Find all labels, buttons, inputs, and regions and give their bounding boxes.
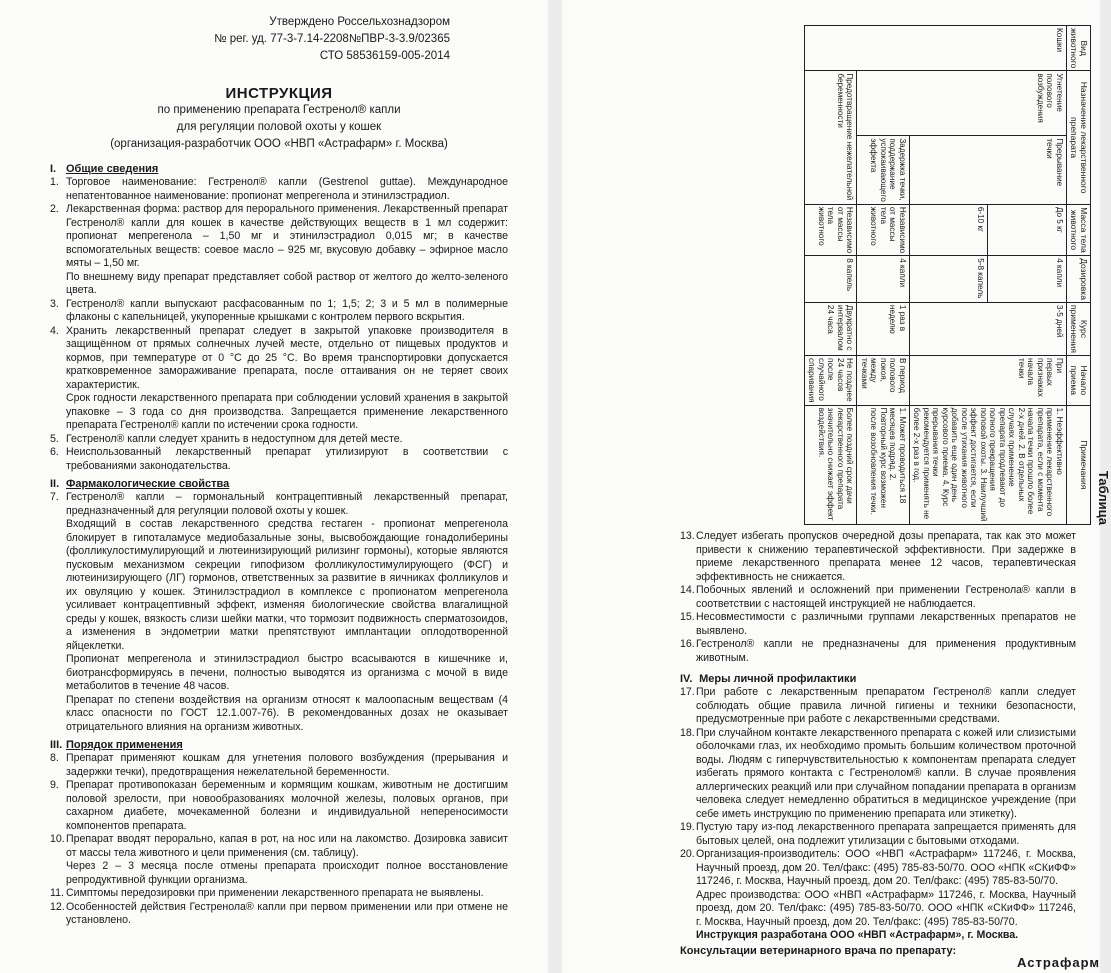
item-number: 20. bbox=[680, 848, 695, 860]
list-item bbox=[680, 889, 1076, 930]
subtitle-line: по применению препарата Гестренол® капли bbox=[157, 104, 401, 116]
item-number: 5. bbox=[50, 432, 59, 445]
item-text: Препарат вводят перорально, капая в рот, на нос или на лакомство. Дозировка зависит от массы тела животного и цели применения (см. таблицу). bbox=[66, 833, 508, 859]
section-heading bbox=[50, 478, 508, 490]
table-cell: При первых признаках начала течки bbox=[910, 356, 1067, 406]
list-item bbox=[680, 848, 1076, 889]
right-page bbox=[562, 0, 1111, 973]
list-item bbox=[50, 518, 508, 653]
item-text: По внешнему виду препарат представляет собой раствор от желтого до желто-зеленого цвета. bbox=[66, 270, 508, 296]
section-heading bbox=[680, 673, 1076, 685]
document-subtitle bbox=[50, 102, 508, 153]
standard-number: СТО 58536159-005-2014 bbox=[319, 50, 450, 62]
item-number: 2. bbox=[50, 203, 59, 215]
table-title: Таблица bbox=[1096, 470, 1111, 525]
right-items bbox=[680, 530, 1076, 665]
item-text: Симптомы передозировки при применении лекарственного препарата не выявлены. bbox=[66, 887, 484, 899]
list-item bbox=[50, 653, 508, 694]
right-text bbox=[562, 530, 1100, 957]
list-item bbox=[50, 752, 508, 779]
table-header-cell: Вид животного bbox=[1067, 26, 1091, 71]
list-item bbox=[680, 638, 1076, 665]
table-header-cell: Дозировка bbox=[1067, 256, 1091, 303]
list-item bbox=[50, 901, 508, 928]
registration-number: № рег. уд. 77-3-7.14-2208№ПВР-3-3.9/02365 bbox=[214, 33, 450, 45]
approval-line: Утверждено Россельхознадзором bbox=[269, 16, 450, 28]
list-item bbox=[50, 491, 508, 518]
item-text: Препарат применяют кошкам для угнетения полового возбуждения (прерывания и задержки течки), предотвращения нежелательной беременности. bbox=[66, 752, 508, 778]
table-header-cell: Примечания bbox=[1067, 405, 1091, 524]
item-text: Адрес производства: ООО «НВП «Астрафарм» 117246, г. Москва, Научный проезд, дом 20. Тел/факс: (495) 785-83-50/70. ООО «НПК «СКиФФ» 117246, г. Москва, Научный проезд, дом 20. Тел/факс: (495) 785-83-50/70. bbox=[696, 888, 1076, 928]
list-item bbox=[50, 392, 508, 433]
table-cell: В период полового покоя, между течками bbox=[857, 356, 910, 406]
table-cell: Задержка течки, поддержание успокаивающего эффекта bbox=[857, 136, 910, 204]
section-heading bbox=[50, 739, 508, 751]
table-cell: Более поздний срок дачи лекарственного препарата значительно снижает эффект воздействия. bbox=[805, 405, 858, 524]
item-number: 18. bbox=[680, 726, 695, 739]
table-header-cell: Масса тела животного bbox=[1067, 204, 1091, 255]
table-cell: Прерывание течки bbox=[910, 136, 1067, 204]
table-row bbox=[805, 26, 858, 525]
list-item bbox=[680, 611, 1076, 638]
section-title: Фармакологические свойства bbox=[66, 478, 230, 490]
section-heading bbox=[50, 163, 508, 175]
item-text: Неиспользованный лекарственный препарат утилизируют в соответствии с требованиями законодательства. bbox=[66, 446, 508, 472]
item-number: 6. bbox=[50, 446, 59, 458]
list-item bbox=[50, 779, 508, 833]
item-text: Хранить лекарственный препарат следует в закрытой упаковке производителя в защищённом от прямых солнечных лучей месте, отдельно от пищевых продуктов и кормов, при температуре от 0 °С до 25 °С. Во время транспортировки допускается кратковременное замораживание препарата, после оттаивания он не теряет своих характеристик. bbox=[66, 324, 508, 391]
list-item bbox=[50, 446, 508, 473]
dosage-table-area bbox=[562, 0, 1111, 530]
item-text: Побочных явлений и осложнений при применении Гестренола® капли в соответствии с настоящей инструкцией не наблюдается. bbox=[696, 584, 1076, 610]
item-number: 17. bbox=[680, 686, 695, 698]
list-item bbox=[50, 325, 508, 393]
item-text: Гестренол® капли следует хранить в недоступном для детей месте. bbox=[66, 432, 403, 445]
item-text: Через 2 – 3 месяца после отмены препарата происходит полное восстановление репродуктивной функции организма. bbox=[66, 860, 508, 886]
item-number: 19. bbox=[680, 821, 695, 833]
table-cell: Кошки bbox=[805, 26, 1067, 71]
table-header-cell: Назначение лекарственного препарата bbox=[1067, 71, 1091, 204]
section-items bbox=[680, 686, 1076, 929]
item-text: Гестренол® капли – гормональный контрацептивный лекарственный препарат, предназначенный для регуляции половой охоты у кошек. bbox=[66, 491, 508, 517]
table-cell: 6-10 кг bbox=[910, 204, 989, 255]
table-header-cell: Курс применения bbox=[1067, 302, 1091, 355]
item-text: Гестренол® капли не предназначены для применения продуктивным животным. bbox=[696, 638, 1076, 664]
approval-header bbox=[50, 14, 508, 65]
item-text: Торговое наименование: Гестренол® капли (Gestrenol guttae). Международное непатентованное наименование: пропионат мепрегенола и этинилэстрадиол. bbox=[66, 176, 508, 202]
developer-line: Инструкция разработана ООО «НВП «Астрафарм», г. Москва. bbox=[696, 929, 1019, 941]
list-item bbox=[50, 271, 508, 298]
table-row bbox=[988, 26, 1067, 525]
list-item bbox=[50, 694, 508, 735]
item-number: 12. bbox=[50, 900, 65, 913]
item-text: Несовместимости с различными группами лекарственных препаратов не выявлено. bbox=[696, 611, 1076, 637]
item-number: 1. bbox=[50, 176, 59, 188]
list-item bbox=[50, 887, 508, 901]
table-cell: 3-5 дней bbox=[910, 302, 1067, 355]
table-cell: 4 капли bbox=[988, 256, 1067, 303]
table-header-row bbox=[1067, 26, 1091, 525]
table-cell: Предотвращение нежелательной беременности bbox=[805, 71, 858, 204]
item-text: Пустую тару из-под лекарственного препарата запрещается применять для бытовых целей, она подлежит утилизации с бытовыми отходами. bbox=[696, 821, 1076, 847]
dosage-table bbox=[804, 25, 1091, 525]
list-item bbox=[50, 833, 508, 860]
section-title: Меры личной профилактики bbox=[699, 673, 857, 685]
item-number: 8. bbox=[50, 752, 59, 764]
item-text: Особенностей действия Гестренола® капли при первом применении или при отмене не установлено. bbox=[66, 900, 508, 926]
item-number: 14. bbox=[680, 584, 695, 596]
item-number: 4. bbox=[50, 324, 59, 337]
brand-logo: Астрафарм bbox=[1017, 955, 1100, 970]
item-text: При случайном контакте лекарственного препарата с кожей или слизистыми оболочками глаз, их необходимо промыть большим количеством проточной воды. Людям с гиперчувствительностью к компонентам препарата следует избегать прямого контакта с Гестренолом® капли. В случае проявления аллергических реакций или при случайном попадании препарата в организм человека следует немедленно обратиться в медицинское учреждение (при себе иметь инструкцию по применению препарата или этикетку). bbox=[696, 726, 1077, 820]
item-text: Лекарственная форма: раствор для перорального применения. Лекарственный препарат Гестренол® капли для кошек в качестве действующих веществ в 1 мл содержит: пропионат мепрегенола – 1,50 мг и этинилэстрадиол 0,015 мг; в качестве вспомогательных веществ: соевое масло – 925 мг, вкусовую добавку – эфирное масло мяты – 1,50 мг. bbox=[66, 203, 508, 269]
table-cell: Двукратно с интервалом 24 часа bbox=[805, 302, 858, 355]
document-title: ИНСТРУКЦИЯ bbox=[225, 85, 333, 102]
subtitle-line: для регуляции половой охоты у кошек bbox=[176, 121, 382, 133]
list-item bbox=[50, 860, 508, 887]
table-cell: 8 капель bbox=[805, 256, 858, 303]
list-item bbox=[680, 727, 1076, 822]
list-item bbox=[680, 686, 1076, 727]
section-number: I. bbox=[50, 163, 57, 175]
list-item bbox=[680, 530, 1076, 584]
item-number: 11. bbox=[50, 887, 64, 899]
item-number: 10. bbox=[50, 833, 65, 845]
item-number: 9. bbox=[50, 779, 59, 791]
subtitle-line: (организация-разработчик ООО «НВП «Астрафарм» г. Москва) bbox=[110, 138, 448, 150]
table-header-cell: Начало приема bbox=[1067, 356, 1091, 406]
item-number: 15. bbox=[680, 611, 695, 623]
item-text: Препарат противопоказан беременным и кормящим кошкам, животным не достигшим половой зрелости, при новообразованиях молочной железы, половых органов, при сахарном диабете, мочекаменной болезни и индивидуальной непереносимости компонентов препарата. bbox=[66, 779, 508, 832]
section-title: Порядок применения bbox=[66, 739, 183, 751]
consultation-line: Консультации ветеринарного врача по препарату: bbox=[680, 945, 957, 957]
section-number: IV. bbox=[680, 673, 693, 685]
left-page bbox=[0, 0, 548, 973]
item-text: Пропионат мепрегенола и этинилэстрадиол быстро всасываются в кишечнике и, биотрансформируясь в печени, полностью выводятся из организма с мочой в виде метаболитов в течение 48 часов. bbox=[66, 653, 508, 692]
item-text: Следует избегать пропусков очередной дозы препарата, так как это может привести к снижению терапевтической эффективности. При задержке в приеме лекарственного препарата менее 12 часов, терапевтическая эффективность не снижается. bbox=[696, 530, 1076, 583]
item-text: Входящий в состав лекарственного средства гестаген - пропионат мепрегенола блокирует в гипоталамусе медиобазальные зоны, высвобождающие гонадолиберины (фолликулостимулирующий и лютеинизирующий рилизинг гормоны), которые являются пусковым механизмом секреции гипофизом фолликулостимулирующего (ФСГ) и лютеинизирующего (ЛГ) гормонов, ответственных за развитие в яичниках фолликулов и их овуляцию у кошек. Этинилэстрадиол в комплексе с пропионатом мепрегенола усиливает контрацептивный эффект, изменяя биологические свойства влагалищной среды у кошек, вязкость слизи шейки матки, что тормозит подвижность сперматозоидов, а изменения в эндометрии матки препятствуют имплантации оплодотворенной яйцеклетки. bbox=[66, 518, 508, 652]
item-text: Гестренол® капли выпускают расфасованным по 1; 1,5; 2; 3 и 5 мл в полимерные флаконы с капельницей, укупоренные крышками с контролем первого вскрытия. bbox=[66, 297, 508, 323]
list-item bbox=[50, 298, 508, 325]
table-cell: Не позднее 24 часов после случайного спаривания bbox=[805, 356, 858, 406]
list-item bbox=[680, 821, 1076, 848]
table-cell: 1. Может проводиться 18 месяцев подряд. 2. Повторный курс возможен после возобновления течки. bbox=[857, 405, 910, 524]
table-cell: До 5 кг bbox=[988, 204, 1067, 255]
table-cell: 1 раз в неделю bbox=[857, 302, 910, 355]
table-cell: Угнетение полового возбуждения bbox=[857, 71, 1067, 136]
rotated-table bbox=[681, 25, 1111, 525]
item-number: 13. bbox=[680, 530, 695, 542]
table-cell: 5-8 капель bbox=[910, 256, 989, 303]
section-title: Общие сведения bbox=[66, 163, 159, 175]
list-item bbox=[680, 584, 1076, 611]
table-cell: Независимо от массы тела животного bbox=[805, 204, 858, 255]
section-number: III. bbox=[50, 739, 63, 751]
item-text: При работе с лекарственным препаратом Гестренол® капли следует соблюдать общие правила личной гигиены и техники безопасности, предусмотренные при работе с лекарственными средствами. bbox=[696, 686, 1076, 725]
section-number: II. bbox=[50, 478, 60, 490]
left-sections bbox=[50, 163, 508, 928]
list-item bbox=[50, 176, 508, 203]
list-item bbox=[50, 203, 508, 271]
item-number: 7. bbox=[50, 491, 59, 503]
table-cell: 1. Неэффективно применение лекарственного препарата, если с момента начала течки прошло более 2-х дней. 2. В отдельных случаях применение препарата продлевают до полного прекращения половой охоты. 3. Наилучший эффект достигается, если после утихания животного добавить еще один день курсового приема. 4. Курс прерывания течки рекомендуется применять не более 2-х раз в год. bbox=[910, 405, 1067, 524]
item-text: Срок годности лекарственного препарата при соблюдении условий хранения в закрытой упаковке – 3 года со дня производства. Запрещается применение лекарственного препарата Гестренол® капли по истечении срока годности. bbox=[66, 392, 508, 431]
table-cell: 4 капли bbox=[857, 256, 910, 303]
item-text: Препарат по степени воздействия на организм относят к малоопасным веществам (4 класс опасности по ГОСТ 12.1.007-76). В рекомендованных дозах не оказывает отрицательного влияния на организм животных. bbox=[66, 693, 508, 733]
item-number: 3. bbox=[50, 297, 59, 310]
table-cell: Независимо от массы тела животного bbox=[857, 204, 910, 255]
item-text: Организация-производитель: ООО «НВП «Астрафарм» 117246, г. Москва, Научный проезд, дом 20. Тел/факс: (495) 785-83-50/70. ООО «НПК «СКиФФ» 117246, г. Москва, Научный проезд, дом 20. Тел/факс: (495) 785-83-50/70. bbox=[696, 848, 1076, 887]
item-number: 16. bbox=[680, 638, 695, 650]
list-item bbox=[50, 433, 508, 447]
